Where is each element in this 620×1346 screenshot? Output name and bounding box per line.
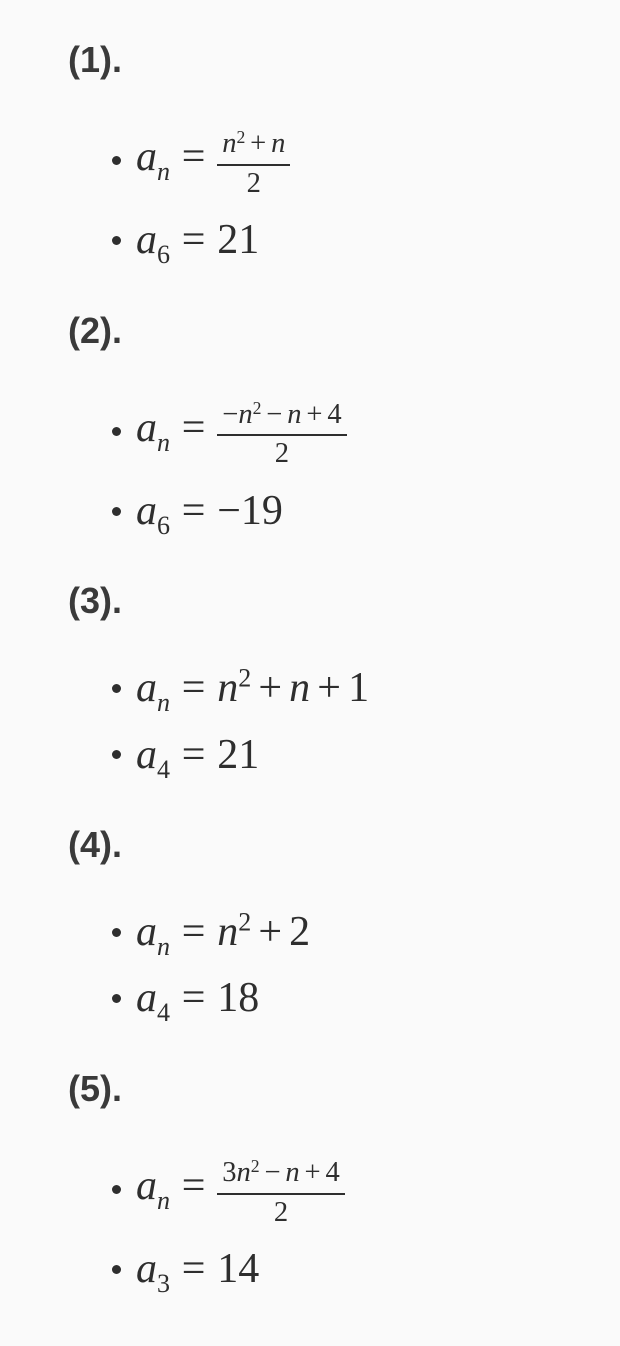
bullet-icon xyxy=(112,427,121,436)
plus-operator: + xyxy=(306,398,323,430)
problem-section-4 xyxy=(0,823,620,1028)
bullet-icon xyxy=(112,1265,121,1274)
term-subscript: n xyxy=(157,688,171,718)
sequence-formula xyxy=(136,123,290,198)
value: 18 xyxy=(217,975,260,1022)
equals-sign: = xyxy=(181,405,206,451)
equals-sign: = xyxy=(181,909,206,956)
formula-line xyxy=(112,907,620,962)
section-label: (5). xyxy=(68,1067,122,1109)
formula-line xyxy=(112,1152,620,1227)
polynomial: $n^2 + 2$ xyxy=(217,907,311,956)
term-value xyxy=(136,216,260,270)
term-value xyxy=(136,1245,260,1298)
term-symbol: $a_n$ xyxy=(136,665,171,718)
value: −19 xyxy=(217,487,283,534)
minus-operator: − xyxy=(264,1156,281,1188)
bullet-icon xyxy=(112,750,121,759)
result-line xyxy=(112,974,620,1028)
minus-operator: − xyxy=(266,398,283,430)
bullet-icon xyxy=(112,928,121,937)
sequence-formula xyxy=(136,907,311,962)
term-subscript: n xyxy=(157,427,171,457)
term-subscript: 4 xyxy=(157,754,171,784)
result-line xyxy=(112,487,620,540)
result-line xyxy=(112,731,620,784)
equals-sign: = xyxy=(181,217,206,264)
equals-sign: = xyxy=(181,487,206,534)
equals-sign: = xyxy=(181,731,206,778)
denominator: 2 xyxy=(217,1193,345,1228)
section-label: (2). xyxy=(68,309,122,351)
exponent: 2 xyxy=(238,664,252,694)
equals-sign: = xyxy=(181,134,206,181)
term-symbol: $a_n$ xyxy=(136,134,171,187)
value: 21 xyxy=(217,731,260,778)
term-symbol: $a_4$ xyxy=(136,975,171,1028)
bullet-icon xyxy=(112,684,121,693)
term-subscript: 6 xyxy=(157,510,171,540)
exponent: 2 xyxy=(250,1156,260,1177)
value: 14 xyxy=(217,1246,260,1293)
minus-sign: − xyxy=(222,398,239,430)
section-label: (3). xyxy=(68,580,122,622)
denominator: 2 xyxy=(217,164,290,199)
sequence-formula xyxy=(136,1152,345,1227)
problem-section-5 xyxy=(0,1067,620,1298)
term-symbol: $a_n$ xyxy=(136,1163,171,1216)
sequence-formula xyxy=(136,664,370,718)
fraction xyxy=(217,123,290,198)
term-subscript: 3 xyxy=(157,1268,171,1298)
plus-operator: + xyxy=(317,665,341,712)
formula-line xyxy=(112,123,620,198)
section-label: (1). xyxy=(68,39,122,80)
plus-operator: + xyxy=(258,909,283,956)
polynomial: $n^2 + n + 1$ xyxy=(217,664,370,712)
fraction xyxy=(217,1152,345,1227)
plus-operator: + xyxy=(304,1156,321,1188)
term-subscript: 6 xyxy=(157,240,171,270)
formula-line xyxy=(112,664,620,718)
exponent: 2 xyxy=(236,127,246,148)
term-value xyxy=(136,487,283,540)
result-line xyxy=(112,216,620,270)
term-subscript: n xyxy=(157,157,171,187)
formula-line xyxy=(112,394,620,469)
problem-section-2 xyxy=(0,309,620,540)
denominator: 2 xyxy=(217,434,346,469)
term-subscript: 4 xyxy=(157,998,171,1028)
term-subscript: n xyxy=(157,1186,171,1216)
term-symbol: $a_n$ xyxy=(136,909,171,962)
equals-sign: = xyxy=(181,665,206,712)
plus-operator: + xyxy=(250,128,267,160)
term-subscript: n xyxy=(157,932,171,962)
numerator: $-n^2 - n + 4$ xyxy=(222,397,342,430)
term-value xyxy=(136,731,260,784)
term-symbol: $a_6$ xyxy=(136,217,171,270)
term-symbol: $a_3$ xyxy=(136,1246,171,1298)
exponent: 2 xyxy=(252,397,262,418)
problem-section-3 xyxy=(0,579,620,784)
section-label: (4). xyxy=(68,824,122,865)
coefficient: 3 xyxy=(222,1156,237,1188)
bullet-icon xyxy=(112,236,121,245)
value: 21 xyxy=(217,217,260,264)
term-value xyxy=(136,974,260,1028)
term-symbol: $a_6$ xyxy=(136,487,171,540)
bullet-icon xyxy=(112,156,121,165)
equals-sign: = xyxy=(181,1163,206,1210)
bullet-icon xyxy=(112,507,121,516)
bullet-icon xyxy=(112,1185,121,1194)
equals-sign: = xyxy=(181,975,206,1022)
term-symbol: $a_4$ xyxy=(136,731,171,784)
result-line xyxy=(112,1245,620,1298)
sequence-formula xyxy=(136,394,347,469)
plus-operator: + xyxy=(258,665,283,712)
term-symbol: $a_n$ xyxy=(136,405,171,457)
problem-section-1 xyxy=(0,38,620,270)
equals-sign: = xyxy=(181,1246,206,1293)
exponent: 2 xyxy=(238,907,252,937)
numerator: $3n^2 - n + 4$ xyxy=(222,1156,340,1188)
bullet-icon xyxy=(112,994,121,1003)
numerator: $n^2 + n$ xyxy=(222,127,286,160)
fraction xyxy=(217,394,346,469)
